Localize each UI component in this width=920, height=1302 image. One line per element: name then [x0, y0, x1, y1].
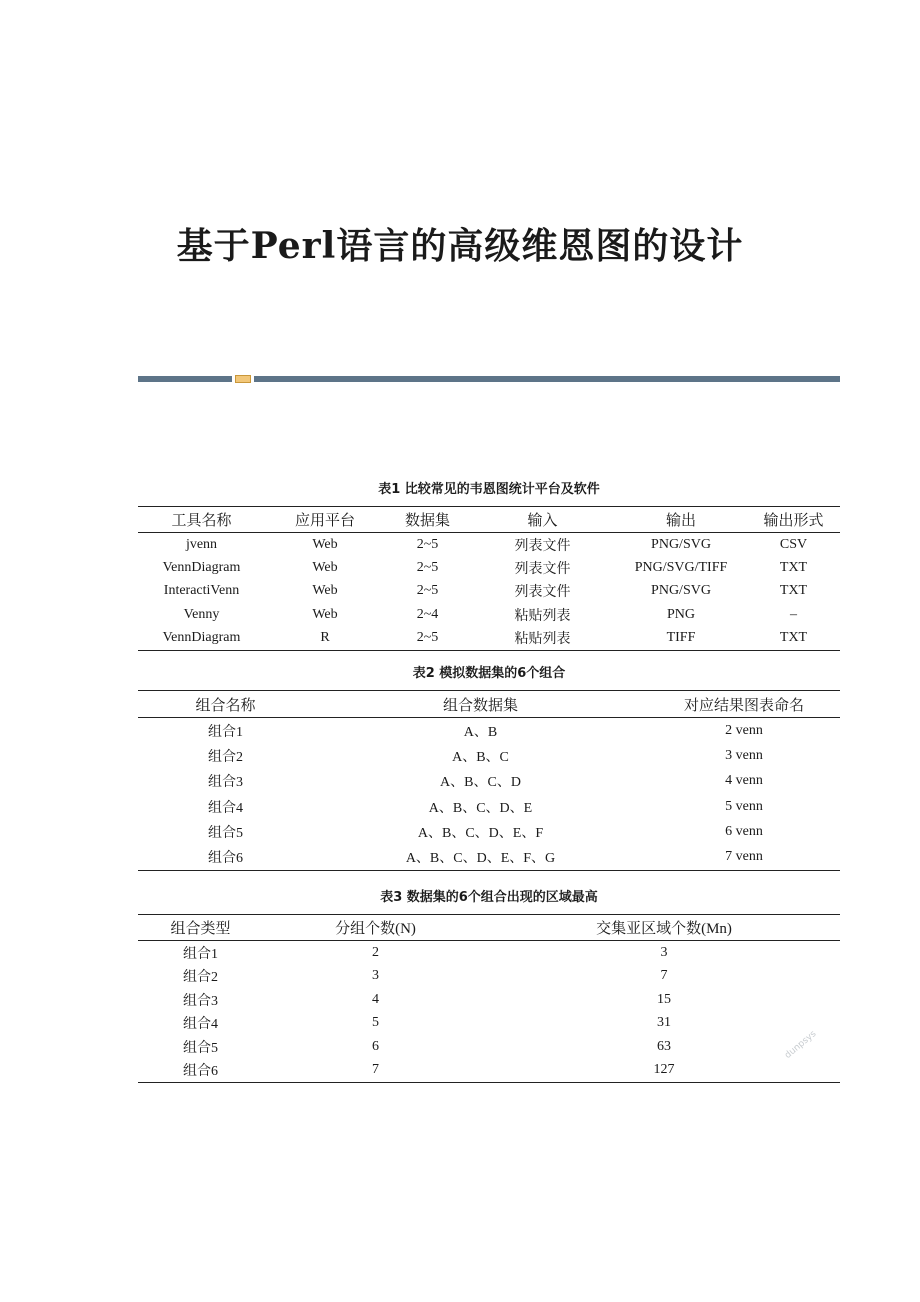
table2-caption: 表2 模拟数据集的6个组合 — [412, 666, 566, 681]
table-header-row — [138, 691, 840, 718]
table-cell: 2 venn — [725, 722, 763, 738]
column-header: 输出 — [665, 513, 696, 529]
table3-caption: 表3 数据集的6个组合出现的区域最高 — [380, 890, 598, 905]
table-cell: 127 — [653, 1062, 675, 1078]
table-row — [138, 1035, 840, 1059]
table-cell: TIFF — [666, 630, 696, 646]
table-row — [138, 844, 840, 870]
bar-segment-left — [138, 376, 232, 382]
table-cell: 6 venn — [725, 823, 763, 839]
column-header: 输入 — [527, 513, 558, 529]
table-row — [138, 556, 840, 579]
table-row — [138, 580, 840, 603]
column-header: 组合类型 — [170, 921, 231, 937]
column-header: 组合名称 — [195, 697, 256, 714]
table-row — [138, 533, 840, 557]
table-cell: 5 venn — [725, 798, 763, 814]
table-row — [138, 819, 840, 844]
watermark-text: dunpsys — [783, 1029, 819, 1061]
table-row — [138, 794, 840, 819]
column-header: 数据集 — [404, 513, 450, 529]
table-cell: 7 — [660, 968, 668, 984]
table-cell: 31 — [657, 1015, 671, 1031]
table-cell: 组合6 — [208, 851, 243, 867]
table-cell: 2~5 — [416, 630, 439, 646]
bar-segment-right — [254, 376, 840, 382]
column-header: 工具名称 — [171, 513, 232, 529]
table-cell: VennDiagram — [162, 560, 241, 576]
table-cell: 2~5 — [416, 560, 439, 576]
table-cell: PNG/SVG/TIFF — [634, 560, 728, 576]
table-cell: 5 — [372, 1015, 379, 1031]
table-cell: 粘贴列表 — [514, 632, 571, 648]
table-cell: A、B、C — [452, 749, 509, 765]
table-cell: 组合5 — [208, 825, 243, 841]
bar-badge-icon — [235, 375, 251, 383]
table-row — [138, 718, 840, 744]
table-cell: Web — [312, 536, 338, 552]
table-cell: A、B、C、D、E、F、G — [405, 851, 556, 867]
table-cell: A、B、C、D — [440, 775, 521, 791]
column-header: 输出形式 — [763, 513, 824, 529]
table-cell: PNG/SVG — [651, 583, 711, 599]
table-cell: 3 — [660, 944, 668, 960]
table-cell: 组合3 — [208, 775, 243, 791]
table-row — [138, 603, 840, 626]
table-cell: A、B — [463, 724, 498, 740]
table-cell: A、B、C、D、E — [428, 800, 533, 816]
table-cell: 组合3 — [183, 993, 218, 1009]
table-cell: A、B、C、D、E、F — [417, 825, 544, 841]
table-cell: jvenn — [185, 536, 218, 552]
table-cell: 7 — [372, 1062, 379, 1078]
document-title: 基于Perl语言的高级维恩图的设计 — [176, 225, 744, 267]
table-row — [138, 1012, 840, 1036]
table-row — [138, 627, 840, 651]
table-cell: 组合1 — [208, 724, 243, 740]
column-header: 交集亚区域个数(Mn) — [596, 921, 732, 937]
table-header-row — [138, 507, 840, 533]
table-cell: 2~5 — [416, 536, 439, 552]
table-cell: 组合6 — [183, 1064, 218, 1080]
table-cell: 组合1 — [183, 946, 218, 962]
table-cell: TXT — [779, 630, 808, 646]
table-cell: 15 — [657, 991, 671, 1007]
table-row — [138, 988, 840, 1012]
table-cell: PNG/SVG — [651, 536, 711, 552]
table-row — [138, 743, 840, 768]
table-cell: TXT — [779, 560, 808, 576]
table-row — [138, 1059, 840, 1083]
table-cell: CSV — [779, 536, 808, 552]
table-cell: Web — [312, 560, 338, 576]
table-cell: 组合4 — [183, 1017, 218, 1033]
table-cell: Venny — [183, 606, 220, 622]
table-cell: Web — [312, 606, 338, 622]
column-header: 组合数据集 — [442, 697, 518, 714]
table1-caption: 表1 比较常见的韦恩图统计平台及软件 — [378, 482, 600, 497]
table-cell: Web — [312, 583, 338, 599]
table-cell: 组合2 — [208, 749, 243, 765]
table-cell: TXT — [779, 583, 808, 599]
table1 — [138, 506, 840, 651]
table-cell: 3 — [372, 968, 379, 984]
table-cell: 63 — [657, 1038, 671, 1054]
table-cell: 列表文件 — [514, 562, 571, 578]
table-cell: 7 venn — [725, 849, 763, 865]
table-cell: 列表文件 — [514, 585, 571, 601]
column-header: 分组个数(N) — [335, 921, 416, 937]
table-cell: PNG — [666, 606, 695, 622]
table-row — [138, 965, 840, 989]
table-cell: – — [790, 606, 797, 622]
table-cell: 6 — [372, 1038, 379, 1054]
table-cell: 4 venn — [725, 773, 763, 789]
table-row — [138, 941, 840, 965]
table-cell: 4 — [372, 991, 379, 1007]
table-header-row — [138, 915, 840, 941]
table-cell: 2 — [372, 944, 379, 960]
table-cell: 组合5 — [183, 1040, 218, 1056]
table-cell: R — [320, 630, 330, 646]
table2 — [138, 690, 840, 871]
table-row — [138, 769, 840, 794]
table-cell: 2~5 — [416, 583, 439, 599]
column-header: 应用平台 — [294, 513, 355, 529]
table-cell: InteractiVenn — [163, 583, 240, 599]
table-cell: 组合4 — [208, 800, 243, 816]
table-cell: VennDiagram — [162, 630, 241, 646]
table3 — [138, 914, 840, 1083]
table-cell: 2~4 — [416, 606, 439, 622]
table-cell: 组合2 — [183, 970, 218, 986]
table-cell: 列表文件 — [514, 538, 571, 554]
decorative-header-bar — [138, 375, 840, 383]
table-cell: 3 venn — [725, 747, 763, 763]
table-cell: 粘贴列表 — [514, 608, 571, 624]
column-header: 对应结果图表命名 — [683, 697, 804, 714]
